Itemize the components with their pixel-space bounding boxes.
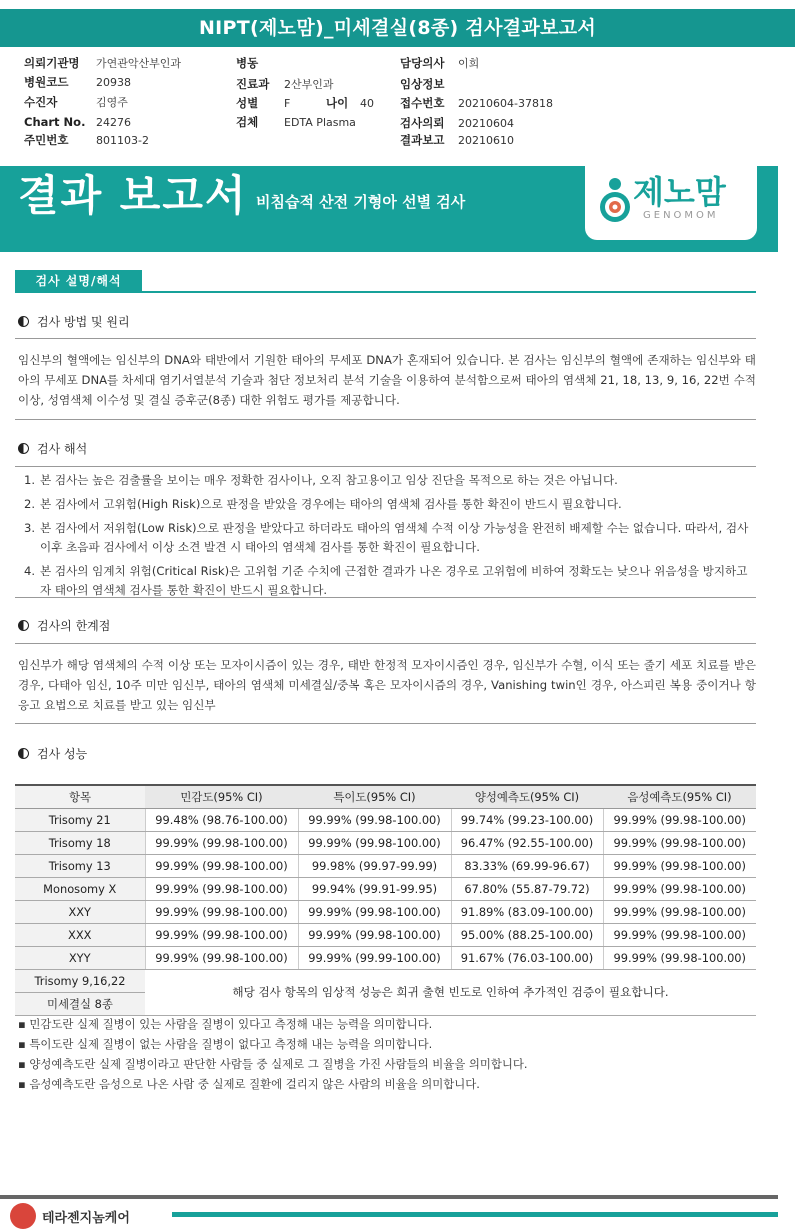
heading-text: 검사 방법 및 원리 — [37, 315, 130, 329]
half-circle-icon — [18, 620, 29, 631]
patient-info — [0, 54, 795, 154]
info-label: 임상정보 — [400, 77, 445, 91]
divider — [15, 643, 756, 644]
info-value: 2산부인과 — [284, 78, 334, 91]
list-item-text: 본 검사에서 고위험(High Risk)으로 판정을 받았을 경우에는 태아의 염색체 검사를 통한 확진이 반드시 필요합니다. — [40, 497, 622, 511]
table-cell: 99.99% (99.98-100.00) — [603, 877, 756, 900]
info-label: Chart No. — [24, 115, 86, 129]
divider — [15, 466, 756, 467]
table-cell: 99.99% (99.98-100.00) — [298, 831, 451, 854]
limits-heading — [18, 618, 110, 634]
table-cell: 99.99% (99.98-100.00) — [145, 877, 298, 900]
info-row — [236, 94, 290, 112]
heading-text: 검사의 한계점 — [37, 619, 111, 633]
table-cell: 99.99% (99.98-100.00) — [603, 808, 756, 831]
list-item: 3. 본 검사에서 저위험(Low Risk)으로 판정을 받았다고 하더라도 태아의 염색체 수적 이상 가능성을 완전히 배제할 수는 없습니다. 따라서, 검사 이후 초음파 검사에서 이상 소견 발견 시 태아의 염색체 검사를 통한 확진이 필요합니다. — [24, 521, 749, 554]
info-row — [24, 73, 131, 91]
definition-notes — [18, 1014, 528, 1094]
list-item: 4. 본 검사의 임계치 위험(Critical Risk)은 고위험 기준 수치에 근접한 결과가 나온 경우로 고위험에 비하여 정확도는 낮으나 위음성을 방지하고자 태아의 염색체 검사를 통한 확진이 반드시 필요합니다. — [24, 564, 748, 597]
info-row — [400, 75, 458, 93]
table-row — [15, 808, 756, 831]
divider — [15, 597, 756, 598]
half-circle-icon — [18, 316, 29, 327]
info-value: EDTA Plasma — [284, 116, 356, 129]
info-value: 20938 — [96, 76, 131, 89]
info-row — [24, 93, 128, 111]
row-label: 미세결실 8종 — [15, 992, 145, 1015]
info-value: 40 — [360, 97, 374, 110]
info-row — [400, 131, 514, 149]
row-label: Trisomy 21 — [15, 808, 145, 831]
company-logo-icon — [10, 1203, 36, 1229]
table-cell: 99.99% (99.98-100.00) — [145, 946, 298, 969]
method-text: 임신부의 혈액에는 임신부의 DNA와 태반에서 기원한 태아의 무세포 DNA가 혼재되어 있습니다. 본 검사는 임신부의 혈액에 존재하는 임신부와 태아의 무세포 DNA를 차세대 염기서열분석 기술과 첨단 정보처리 분석 기술을 이용하여 분석함으로써 태아의 염색체 21, 18, 13, 9, 16, 22번 수적 이상, 성염색체 이수성 및 결실 증후군(8종) 대한 위험도 평가를 제공합니다. — [18, 353, 756, 407]
heading-text: 검사 해석 — [37, 442, 88, 456]
table-cell: 99.99% (99.98-100.00) — [603, 831, 756, 854]
info-row — [400, 114, 514, 132]
info-label: 검체 — [236, 115, 259, 129]
info-row — [24, 113, 131, 131]
row-label: Trisomy 13 — [15, 854, 145, 877]
info-label: 의뢰기관명 — [24, 56, 80, 70]
heading-text: 검사 성능 — [37, 747, 88, 761]
info-value: 801103-2 — [96, 134, 149, 147]
table-cell: 91.89% (83.09-100.00) — [451, 900, 603, 923]
info-value: 김영주 — [96, 96, 128, 109]
table-row — [15, 923, 756, 946]
info-label: 나이 — [326, 96, 349, 110]
footer-accent-bar — [172, 1212, 778, 1217]
info-label: 담당의사 — [400, 56, 445, 70]
note-item: ▪ 민감도란 실제 질병이 있는 사람을 질병이 있다고 측정해 내는 능력을 의미합니다. — [18, 1014, 528, 1034]
info-label: 진료과 — [236, 77, 270, 91]
info-row — [236, 75, 334, 93]
banner-subtitle: 비침습적 산전 기형아 선별 검사 — [256, 193, 466, 211]
table-cell: 99.99% (99.98-100.00) — [145, 854, 298, 877]
table-cell: 91.67% (76.03-100.00) — [451, 946, 603, 969]
table-cell: 99.99% (99.98-100.00) — [298, 808, 451, 831]
interpretation-list — [24, 471, 756, 605]
column-header: 민감도(95% CI) — [145, 785, 298, 808]
company-name: 테라젠지놈케어 — [42, 1211, 130, 1226]
info-value: 20210604-37818 — [458, 97, 553, 110]
info-row — [24, 131, 149, 149]
list-item: 1. 본 검사는 높은 검출률을 보이는 매우 정확한 검사이나, 오직 참고용이고 임상 진단을 목적으로 하는 것은 아닙니다. — [24, 473, 618, 487]
table-row — [15, 854, 756, 877]
genomom-logo — [585, 166, 757, 240]
row-label: Trisomy 9,16,22 — [15, 969, 145, 992]
table-header-row — [15, 785, 756, 808]
performance-table — [15, 784, 756, 1016]
info-value: 20210610 — [458, 134, 514, 147]
list-item-text: 본 검사는 높은 검출률을 보이는 매우 정확한 검사이나, 오직 참고용이고 임상 진단을 목적으로 하는 것은 아닙니다. — [40, 473, 618, 487]
column-header: 양성예측도(95% CI) — [451, 785, 603, 808]
half-circle-icon — [18, 748, 29, 759]
logo-subtext: GENOMOM — [643, 210, 719, 221]
note-item: ▪ 양성예측도란 실제 질병이라고 판단한 사람들 중 실제로 그 질병을 가진 사람들의 비율을 의미합니다. — [18, 1054, 528, 1074]
interpretation-heading — [18, 441, 87, 457]
info-value: 이희 — [458, 57, 480, 70]
table-cell: 96.47% (92.55-100.00) — [451, 831, 603, 854]
logo-text: 제노맘 — [633, 173, 726, 211]
table-row — [15, 900, 756, 923]
info-value: 24276 — [96, 116, 131, 129]
note-item: ▪ 음성예측도란 음성으로 나온 사람 중 실제로 질환에 걸리지 않은 사람의 비율을 의미합니다. — [18, 1074, 528, 1094]
table-cell: 99.99% (99.98-100.00) — [298, 900, 451, 923]
info-label: 수진자 — [24, 95, 58, 109]
table-row — [15, 877, 756, 900]
limits-text: 임신부가 해당 염색체의 수적 이상 또는 모자이시즘이 있는 경우, 태반 한정적 모자이시즘인 경우, 임신부가 수혈, 이식 또는 줄기 세포 치료를 받은 경우, 다태아 임신, 10주 미만 임신부, 태아의 염색체 미세결실/중복 혹은 모자이시즘의 경우, Vanishing twin인 경우, 아스피린 복용 중이거나 항 응고 요법으로 치료를 받고 있는 임신부 — [18, 658, 756, 712]
divider — [15, 723, 756, 724]
row-label: Monosomy X — [15, 877, 145, 900]
table-cell: 99.99% (99.98-100.00) — [145, 923, 298, 946]
info-label: 결과보고 — [400, 133, 445, 147]
info-row — [400, 54, 479, 72]
row-label: XXY — [15, 900, 145, 923]
table-cell: 99.99% (99.98-100.00) — [603, 900, 756, 923]
table-cell: 99.99% (99.98-100.00) — [145, 900, 298, 923]
info-label: 병동 — [236, 56, 259, 70]
performance-heading — [18, 746, 87, 762]
info-row — [236, 113, 356, 131]
list-item: 2. 본 검사에서 고위험(High Risk)으로 판정을 받았을 경우에는 태아의 염색체 검사를 통한 확진이 반드시 필요합니다. — [24, 497, 622, 511]
company-logo — [10, 1200, 160, 1229]
section-tab: 검사 설명/해석 — [15, 270, 142, 292]
table-cell: 83.33% (69.99-96.67) — [451, 854, 603, 877]
info-row — [326, 94, 374, 112]
info-row — [400, 94, 553, 112]
info-label: 성별 — [236, 96, 259, 110]
info-label: 접수번호 — [400, 96, 445, 110]
method-heading — [18, 314, 130, 330]
table-cell: 99.99% (99.98-100.00) — [145, 831, 298, 854]
row-label: XXX — [15, 923, 145, 946]
table-cell: 99.99% (99.99-100.00) — [298, 946, 451, 969]
row-label: Trisomy 18 — [15, 831, 145, 854]
info-value: F — [284, 97, 291, 110]
info-row — [24, 54, 181, 72]
column-header: 음성예측도(95% CI) — [603, 785, 756, 808]
list-item-text: 본 검사에서 저위험(Low Risk)으로 판정을 받았다고 하더라도 태아의 염색체 수적 이상 가능성을 완전히 배제할 수는 없습니다. 따라서, 검사 이후 초음파 검사에서 이상 소견 발견 시 태아의 염색체 검사를 통한 확진이 필요합니다. — [40, 521, 749, 554]
footer-divider — [0, 1195, 778, 1199]
table-cell: 99.98% (99.97-99.99) — [298, 854, 451, 877]
table-cell: 99.48% (98.76-100.00) — [145, 808, 298, 831]
info-label: 주민번호 — [24, 133, 69, 147]
info-value: 가연관악산부인과 — [96, 57, 182, 70]
info-label: 검사의뢰 — [400, 116, 445, 130]
banner-title: 결과 보고서 — [18, 171, 248, 220]
divider — [15, 338, 756, 339]
table-cell: 99.74% (99.23-100.00) — [451, 808, 603, 831]
table-cell: 99.99% (99.98-100.00) — [603, 946, 756, 969]
divider — [15, 419, 756, 420]
info-value: 20210604 — [458, 117, 514, 130]
list-item-text: 본 검사의 임계치 위험(Critical Risk)은 고위험 기준 수치에 근접한 결과가 나온 경우로 고위험에 비하여 정확도는 낮으나 위음성을 방지하고자 태아의 염색체 검사를 통한 확진이 반드시 필요합니다. — [40, 564, 748, 597]
table-row — [15, 831, 756, 854]
info-row — [236, 54, 284, 72]
genomom-logo-icon — [597, 176, 633, 228]
table-cell: 99.99% (99.98-100.00) — [298, 923, 451, 946]
note-item: ▪ 특이도란 실제 질병이 없는 사람을 질병이 없다고 측정해 내는 능력을 의미합니다. — [18, 1034, 528, 1054]
half-circle-icon — [18, 443, 29, 454]
column-header: 특이도(95% CI) — [298, 785, 451, 808]
column-header: 항목 — [15, 785, 145, 808]
table-row — [15, 946, 756, 969]
table-cell: 67.80% (55.87-79.72) — [451, 877, 603, 900]
info-label: 병원코드 — [24, 75, 69, 89]
row-label: XYY — [15, 946, 145, 969]
rare-note: 해당 검사 항목의 임상적 성능은 희귀 출현 빈도로 인하여 추가적인 검증이 필요합니다. — [145, 969, 756, 1015]
table-cell: 99.99% (99.98-100.00) — [603, 923, 756, 946]
report-title: NIPT(제노맘)_미세결실(8종) 검사결과보고서 — [0, 9, 795, 47]
table-cell: 99.99% (99.98-100.00) — [603, 854, 756, 877]
table-row — [15, 969, 756, 992]
section-underline — [15, 291, 756, 293]
table-cell: 99.94% (99.91-99.95) — [298, 877, 451, 900]
table-cell: 95.00% (88.25-100.00) — [451, 923, 603, 946]
